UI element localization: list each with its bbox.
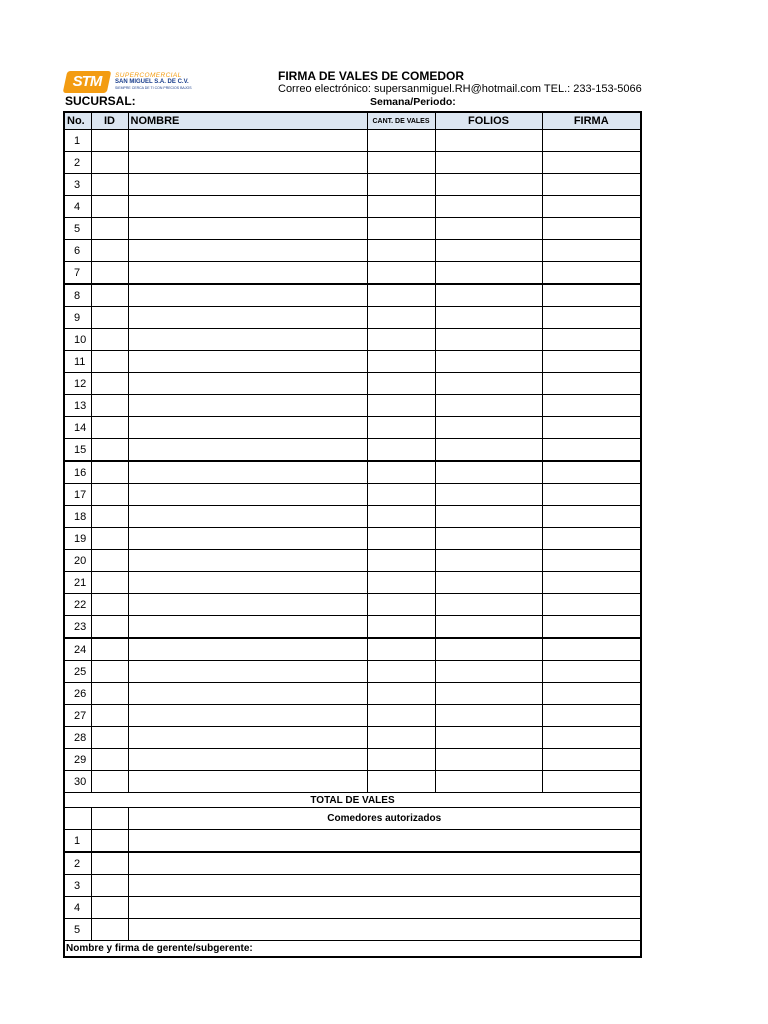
vales-table [63, 111, 642, 958]
row-cant-vales[interactable] [367, 528, 435, 550]
table-row [64, 439, 641, 462]
table-row [64, 395, 641, 417]
row-folios[interactable] [435, 439, 542, 462]
row-number: 8 [64, 284, 91, 307]
footer-row [64, 941, 641, 958]
row-id[interactable] [91, 373, 128, 395]
row-id[interactable] [91, 572, 128, 594]
table-row [64, 749, 641, 771]
row-cant-vales[interactable] [367, 439, 435, 462]
row-firma[interactable] [542, 749, 641, 771]
row-nombre[interactable] [128, 616, 367, 639]
row-cant-vales[interactable] [367, 683, 435, 705]
row-number: 17 [64, 484, 91, 506]
row-id[interactable] [91, 749, 128, 771]
row-cant-vales[interactable] [367, 307, 435, 329]
row-cant-vales[interactable] [367, 351, 435, 373]
row-cant-vales[interactable] [367, 284, 435, 307]
row-number: 3 [64, 174, 91, 196]
row-firma[interactable] [542, 439, 641, 462]
table-row [64, 594, 641, 616]
row-folios[interactable] [435, 240, 542, 262]
table-row [64, 550, 641, 572]
row-id[interactable] [91, 130, 128, 152]
col-cant-vales: CANT. DE VALES [367, 112, 435, 130]
row-nombre[interactable] [128, 152, 367, 174]
comedor-row [64, 897, 641, 919]
row-id[interactable] [91, 417, 128, 439]
row-folios[interactable] [435, 307, 542, 329]
comedores-header-row [64, 808, 641, 830]
row-folios[interactable] [435, 572, 542, 594]
row-folios[interactable] [435, 130, 542, 152]
row-cant-vales[interactable] [367, 196, 435, 218]
row-nombre[interactable] [128, 262, 367, 285]
row-id[interactable] [91, 439, 128, 462]
row-nombre[interactable] [128, 240, 367, 262]
row-cant-vales[interactable] [367, 594, 435, 616]
row-number: 6 [64, 240, 91, 262]
semana-label: Semana/Periodo: [370, 96, 456, 108]
row-number: 13 [64, 395, 91, 417]
row-cant-vales[interactable] [367, 240, 435, 262]
comedor-row [64, 852, 641, 875]
row-id[interactable] [91, 528, 128, 550]
row-firma[interactable] [542, 683, 641, 705]
row-cant-vales[interactable] [367, 218, 435, 240]
row-folios[interactable] [435, 506, 542, 528]
total-label: TOTAL DE VALES [64, 793, 641, 808]
row-cant-vales[interactable] [367, 461, 435, 484]
row-number: 14 [64, 417, 91, 439]
table-row [64, 771, 641, 793]
comedor-nombre[interactable] [128, 875, 641, 897]
table-row [64, 661, 641, 683]
row-nombre[interactable] [128, 351, 367, 373]
row-firma[interactable] [542, 196, 641, 218]
row-folios[interactable] [435, 152, 542, 174]
col-no: No. [64, 112, 91, 130]
row-firma[interactable] [542, 594, 641, 616]
row-firma[interactable] [542, 130, 641, 152]
row-firma[interactable] [542, 661, 641, 683]
row-firma[interactable] [542, 572, 641, 594]
row-firma[interactable] [542, 638, 641, 661]
row-firma[interactable] [542, 284, 641, 307]
row-firma[interactable] [542, 616, 641, 639]
row-id[interactable] [91, 594, 128, 616]
page-title: FIRMA DE VALES DE COMEDOR [278, 69, 465, 83]
row-cant-vales[interactable] [367, 152, 435, 174]
row-nombre[interactable] [128, 284, 367, 307]
blank-cell [64, 808, 91, 830]
table-row [64, 417, 641, 439]
row-number: 11 [64, 351, 91, 373]
table-header-row [64, 112, 641, 130]
row-folios[interactable] [435, 749, 542, 771]
row-number: 27 [64, 705, 91, 727]
row-folios[interactable] [435, 638, 542, 661]
row-cant-vales[interactable] [367, 174, 435, 196]
row-nombre[interactable] [128, 307, 367, 329]
row-nombre[interactable] [128, 130, 367, 152]
row-folios[interactable] [435, 616, 542, 639]
row-number: 22 [64, 594, 91, 616]
row-number: 2 [64, 152, 91, 174]
row-number: 24 [64, 638, 91, 661]
row-folios[interactable] [435, 329, 542, 351]
row-folios[interactable] [435, 284, 542, 307]
row-cant-vales[interactable] [367, 572, 435, 594]
row-id[interactable] [91, 683, 128, 705]
row-id[interactable] [91, 550, 128, 572]
table-row [64, 196, 641, 218]
row-firma[interactable] [542, 329, 641, 351]
table-row [64, 461, 641, 484]
row-id[interactable] [91, 638, 128, 661]
row-nombre[interactable] [128, 461, 367, 484]
row-firma[interactable] [542, 174, 641, 196]
row-folios[interactable] [435, 727, 542, 749]
row-nombre[interactable] [128, 417, 367, 439]
col-firma: FIRMA [542, 112, 641, 130]
row-folios[interactable] [435, 661, 542, 683]
col-nombre: NOMBRE [128, 112, 367, 130]
table-row [64, 484, 641, 506]
row-nombre[interactable] [128, 484, 367, 506]
row-nombre[interactable] [128, 638, 367, 661]
row-cant-vales[interactable] [367, 638, 435, 661]
row-id[interactable] [91, 196, 128, 218]
row-firma[interactable] [542, 218, 641, 240]
row-id[interactable] [91, 484, 128, 506]
row-cant-vales[interactable] [367, 417, 435, 439]
row-firma[interactable] [542, 727, 641, 749]
row-firma[interactable] [542, 417, 641, 439]
row-nombre[interactable] [128, 528, 367, 550]
table-row [64, 284, 641, 307]
row-folios[interactable] [435, 351, 542, 373]
sucursal-label: SUCURSAL: [65, 94, 136, 108]
row-cant-vales[interactable] [367, 705, 435, 727]
row-firma[interactable] [542, 506, 641, 528]
row-number: 10 [64, 329, 91, 351]
row-cant-vales[interactable] [367, 727, 435, 749]
row-firma[interactable] [542, 705, 641, 727]
comedor-id[interactable] [91, 830, 128, 853]
comedor-number: 5 [64, 919, 91, 941]
table-row [64, 329, 641, 351]
row-cant-vales[interactable] [367, 395, 435, 417]
row-folios[interactable] [435, 594, 542, 616]
table-row [64, 130, 641, 152]
comedor-row [64, 830, 641, 853]
row-folios[interactable] [435, 262, 542, 285]
row-cant-vales[interactable] [367, 550, 435, 572]
col-folios: FOLIOS [435, 112, 542, 130]
row-number: 23 [64, 616, 91, 639]
row-number: 4 [64, 196, 91, 218]
row-id[interactable] [91, 461, 128, 484]
row-nombre[interactable] [128, 771, 367, 793]
row-number: 25 [64, 661, 91, 683]
row-id[interactable] [91, 307, 128, 329]
logo-line-3: SIEMPRE CERCA DE TI CON PRECIOS BAJOS [115, 86, 192, 90]
row-cant-vales[interactable] [367, 749, 435, 771]
row-folios[interactable] [435, 528, 542, 550]
row-nombre[interactable] [128, 373, 367, 395]
row-id[interactable] [91, 506, 128, 528]
row-number: 16 [64, 461, 91, 484]
comedor-nombre[interactable] [128, 830, 641, 853]
comedor-nombre[interactable] [128, 919, 641, 941]
comedor-id[interactable] [91, 875, 128, 897]
table-row [64, 528, 641, 550]
row-cant-vales[interactable] [367, 262, 435, 285]
logo-line-1: SUPERCOMERCIAL [115, 72, 182, 79]
table-row [64, 727, 641, 749]
table-row [64, 218, 641, 240]
row-nombre[interactable] [128, 727, 367, 749]
comedor-row [64, 919, 641, 941]
row-number: 21 [64, 572, 91, 594]
row-nombre[interactable] [128, 329, 367, 351]
row-folios[interactable] [435, 218, 542, 240]
row-id[interactable] [91, 727, 128, 749]
comedor-number: 4 [64, 897, 91, 919]
table-row [64, 262, 641, 285]
row-folios[interactable] [435, 196, 542, 218]
table-row [64, 240, 641, 262]
row-firma[interactable] [542, 550, 641, 572]
table-row [64, 506, 641, 528]
row-nombre[interactable] [128, 506, 367, 528]
row-folios[interactable] [435, 683, 542, 705]
table-row [64, 174, 641, 196]
blank-cell [91, 808, 128, 830]
table-row [64, 638, 641, 661]
row-id[interactable] [91, 262, 128, 285]
row-cant-vales[interactable] [367, 661, 435, 683]
comedor-id[interactable] [91, 919, 128, 941]
table-row [64, 307, 641, 329]
comedor-number: 3 [64, 875, 91, 897]
row-firma[interactable] [542, 395, 641, 417]
row-number: 7 [64, 262, 91, 285]
row-nombre[interactable] [128, 174, 367, 196]
row-folios[interactable] [435, 550, 542, 572]
row-cant-vales[interactable] [367, 130, 435, 152]
table-body [64, 130, 641, 793]
comedor-id[interactable] [91, 852, 128, 875]
row-id[interactable] [91, 174, 128, 196]
comedor-id[interactable] [91, 897, 128, 919]
row-nombre[interactable] [128, 218, 367, 240]
row-firma[interactable] [542, 771, 641, 793]
row-number: 30 [64, 771, 91, 793]
total-row [64, 793, 641, 808]
table-row [64, 705, 641, 727]
row-id[interactable] [91, 329, 128, 351]
row-nombre[interactable] [128, 196, 367, 218]
logo-mark: STM [63, 71, 112, 93]
row-id[interactable] [91, 351, 128, 373]
row-folios[interactable] [435, 174, 542, 196]
row-id[interactable] [91, 218, 128, 240]
table-row [64, 616, 641, 639]
row-firma[interactable] [542, 240, 641, 262]
row-firma[interactable] [542, 351, 641, 373]
row-firma[interactable] [542, 484, 641, 506]
row-firma[interactable] [542, 528, 641, 550]
row-number: 5 [64, 218, 91, 240]
row-number: 19 [64, 528, 91, 550]
col-id: ID [91, 112, 128, 130]
row-number: 18 [64, 506, 91, 528]
row-id[interactable] [91, 284, 128, 307]
row-cant-vales[interactable] [367, 506, 435, 528]
row-folios[interactable] [435, 705, 542, 727]
row-folios[interactable] [435, 417, 542, 439]
comedor-row [64, 875, 641, 897]
row-nombre[interactable] [128, 439, 367, 462]
contact-info: Correo electrónico: supersanmiguel.RH@hotmail.com TEL.: 233-153-5066 [278, 83, 642, 95]
row-firma[interactable] [542, 373, 641, 395]
row-id[interactable] [91, 705, 128, 727]
row-folios[interactable] [435, 484, 542, 506]
logo-line-2: SAN MIGUEL S.A. DE C.V. [115, 79, 189, 85]
comedor-nombre[interactable] [128, 897, 641, 919]
row-cant-vales[interactable] [367, 484, 435, 506]
row-nombre[interactable] [128, 594, 367, 616]
row-nombre[interactable] [128, 749, 367, 771]
row-cant-vales[interactable] [367, 329, 435, 351]
table-row [64, 373, 641, 395]
row-number: 12 [64, 373, 91, 395]
comedor-nombre[interactable] [128, 852, 641, 875]
row-nombre[interactable] [128, 550, 367, 572]
row-cant-vales[interactable] [367, 616, 435, 639]
row-id[interactable] [91, 395, 128, 417]
company-logo [65, 71, 195, 93]
row-number: 26 [64, 683, 91, 705]
table-row [64, 152, 641, 174]
row-cant-vales[interactable] [367, 771, 435, 793]
row-number: 28 [64, 727, 91, 749]
row-number: 20 [64, 550, 91, 572]
row-folios[interactable] [435, 373, 542, 395]
row-id[interactable] [91, 771, 128, 793]
row-nombre[interactable] [128, 705, 367, 727]
row-number: 1 [64, 130, 91, 152]
row-number: 9 [64, 307, 91, 329]
table-row [64, 572, 641, 594]
row-cant-vales[interactable] [367, 373, 435, 395]
row-id[interactable] [91, 616, 128, 639]
row-nombre[interactable] [128, 572, 367, 594]
row-number: 15 [64, 439, 91, 462]
row-folios[interactable] [435, 771, 542, 793]
row-folios[interactable] [435, 461, 542, 484]
row-folios[interactable] [435, 395, 542, 417]
table-row [64, 351, 641, 373]
comedores-label: Comedores autorizados [128, 808, 641, 830]
comedor-number: 2 [64, 852, 91, 875]
row-nombre[interactable] [128, 661, 367, 683]
comedor-number: 1 [64, 830, 91, 853]
comedores-body [64, 830, 641, 941]
row-id[interactable] [91, 240, 128, 262]
row-firma[interactable] [542, 262, 641, 285]
row-nombre[interactable] [128, 683, 367, 705]
gerente-signature-label: Nombre y firma de gerente/subgerente: [64, 941, 641, 958]
table-row [64, 683, 641, 705]
row-nombre[interactable] [128, 395, 367, 417]
row-firma[interactable] [542, 307, 641, 329]
row-firma[interactable] [542, 152, 641, 174]
row-number: 29 [64, 749, 91, 771]
row-id[interactable] [91, 152, 128, 174]
row-firma[interactable] [542, 461, 641, 484]
row-id[interactable] [91, 661, 128, 683]
